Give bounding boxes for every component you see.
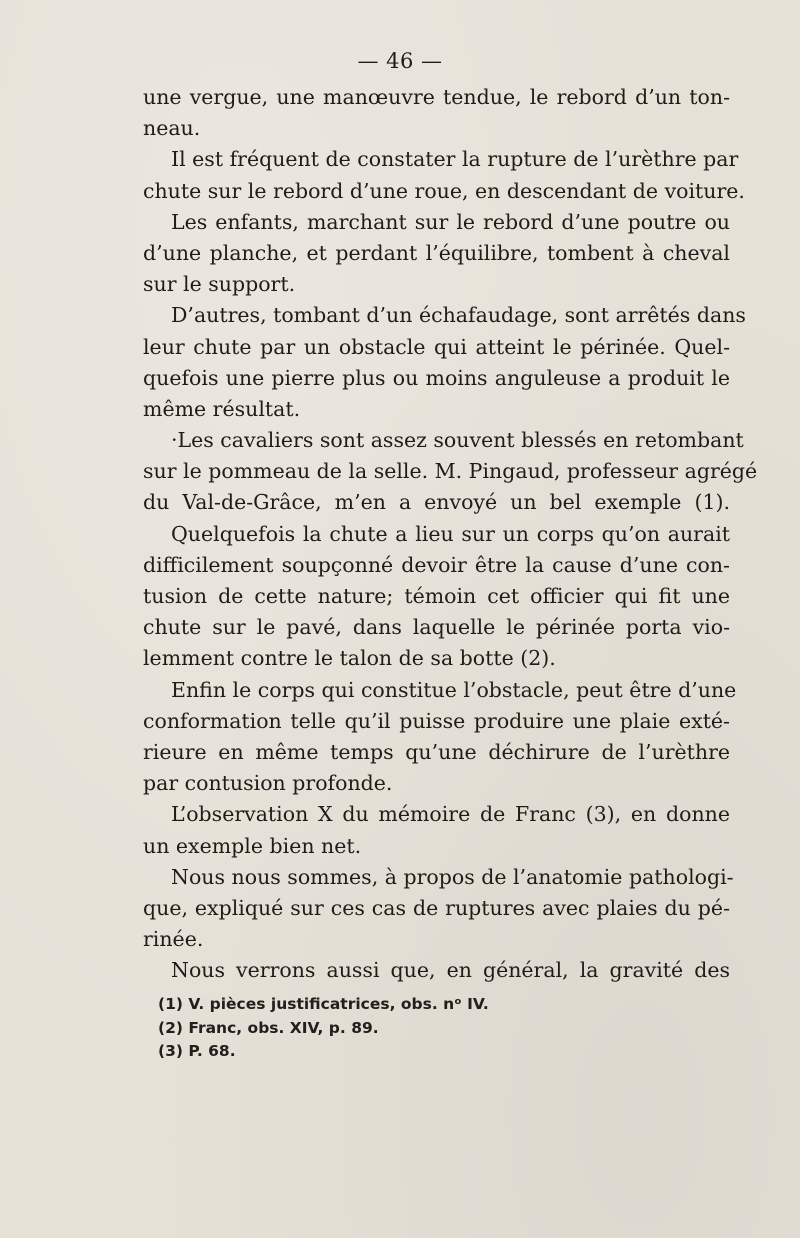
text-line: par contusion profonde. [143, 771, 393, 796]
text-line: ·Les cavaliers sont assez souvent blessés en retombant [171, 428, 744, 453]
text-line: leur chute par un obstacle qui atteint le périnée. Quel- [143, 334, 730, 359]
text-line: rieure en même temps qu’une déchirure de l’urèthre [143, 739, 730, 764]
text-line: difficilement soupçonné devoir être la cause d’une con- [143, 552, 730, 577]
text-line: neau. [143, 116, 201, 141]
body-text [143, 82, 758, 986]
text-line: même résultat. [143, 396, 301, 421]
text-line: quefois une pierre plus ou moins anguleuse a produit le [143, 365, 730, 390]
text-line: chute sur le rebord d’une roue, en descendant de voiture. [143, 178, 745, 203]
text-line: Il est fréquent de constater la rupture de l’urèthre par [171, 147, 739, 172]
text-line: L’observation X du mémoire de Franc (3), en donne [171, 802, 730, 827]
footnotes [158, 993, 638, 1064]
text-line: sur le pommeau de la selle. M. Pingaud, professeur agrégé [143, 459, 758, 484]
text-line: rinée. [143, 927, 204, 952]
text-line: Enfin le corps qui constitue l’obstacle, peut être d’une [171, 677, 737, 702]
footnote-line: (2) Franc, obs. XIV, p. 89. [158, 1018, 379, 1037]
text-line: sur le support. [143, 272, 296, 297]
text-line: Quelquefois la chute a lieu sur un corps qu’on aurait [171, 521, 730, 546]
text-line: que, expliqué sur ces cas de ruptures avec plaies du pé- [143, 895, 730, 920]
footnote-line: (3) P. 68. [158, 1042, 236, 1060]
text-line: Nous nous sommes, à propos de l’anatomie pathologi- [171, 864, 734, 889]
text-line: une vergue, une manœuvre tendue, le rebord d’un ton- [143, 85, 730, 109]
text-line: tusion de cette nature; témoin cet officier qui fit une [143, 584, 730, 608]
text-line: D’autres, tombant d’un échafaudage, sont arrêtés dans [171, 303, 746, 328]
text-line: un exemple bien net. [143, 833, 362, 858]
page-number: — 46 — [357, 49, 443, 73]
text-line: d’une planche, et perdant l’équilibre, tombent à cheval [143, 240, 730, 265]
text-line: chute sur le pavé, dans laquelle le périnée porta vio- [143, 615, 730, 640]
text-line: Nous verrons aussi que, en général, la gravité des [171, 958, 730, 983]
text-line: conformation telle qu’il puisse produire une plaie exté- [143, 708, 730, 733]
text-line: Les enfants, marchant sur le rebord d’une poutre ou [171, 209, 730, 234]
text-line: lemment contre le talon de sa botte (2). [143, 646, 556, 671]
footnote-line: (1) V. pièces justificatrices, obs. nᵒ IV. [158, 995, 489, 1013]
text-line: du Val-de-Grâce, m’en a envoyé un bel exemple (1). [143, 490, 730, 515]
